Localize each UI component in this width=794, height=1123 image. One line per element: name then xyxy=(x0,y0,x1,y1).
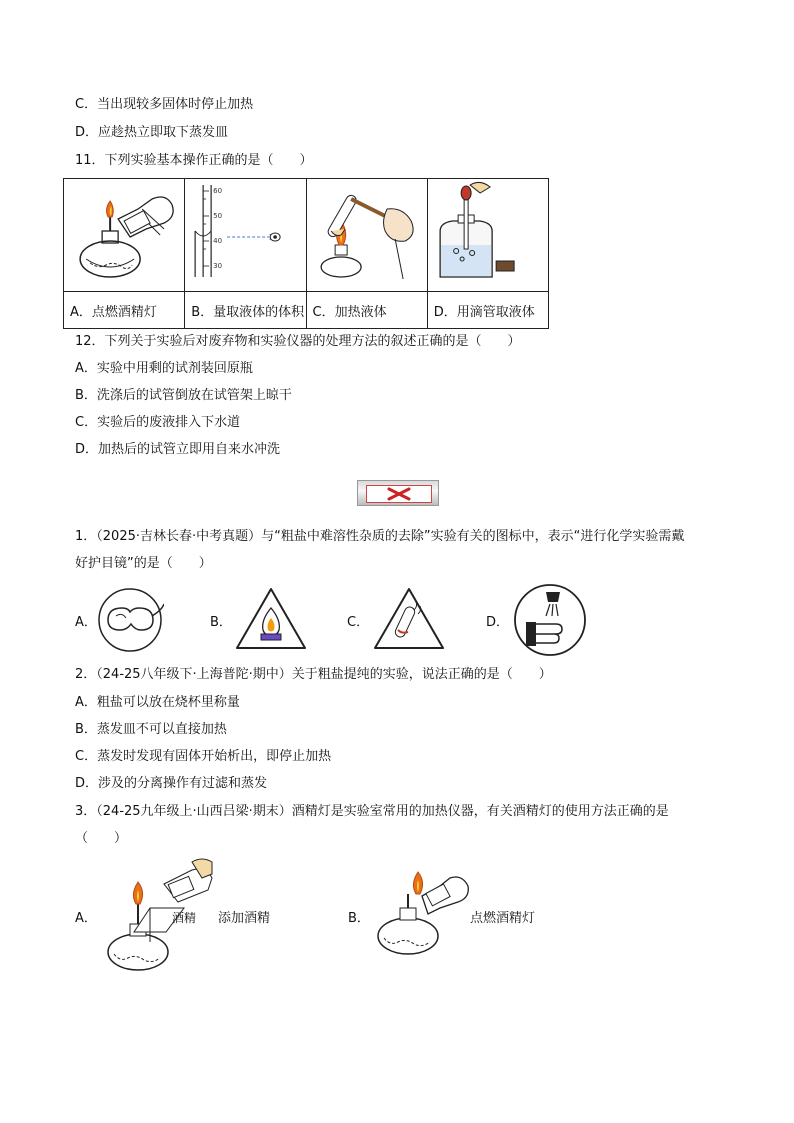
q11-caption-a: A．点燃酒精灯 xyxy=(64,292,185,329)
add-alcohol-icon xyxy=(94,852,214,974)
p1-option-b-label: B． xyxy=(210,615,232,630)
flame-heating-icon xyxy=(234,586,308,652)
q12-option-c: C．实验后的废液排入下水道 xyxy=(75,415,241,430)
q10-option-c: C．当出现较多固体时停止加热 xyxy=(75,97,254,112)
scale-50: 50 xyxy=(213,212,223,220)
q11-caption-c: C．加热液体 xyxy=(306,292,427,329)
close-x-icon xyxy=(367,486,431,502)
dropper-bottle-icon xyxy=(428,179,548,291)
q11-options-table xyxy=(63,178,549,329)
p1-option-c-label: C． xyxy=(347,615,370,630)
scale-60: 60 xyxy=(213,187,223,195)
p1-stem-line1: 1．（2025·吉林长春·中考真题）与“粗盐中难溶性杂质的去除”实验有关的图标中，表示“进行化学实验需戴 xyxy=(75,529,685,544)
test-tube-heating-icon xyxy=(307,179,427,291)
q10-option-d: D．应趁热立即取下蒸发皿 xyxy=(75,125,229,140)
p1-option-d-label: D． xyxy=(486,615,510,630)
p3-stem-line1: 3．（24-25九年级上·山西吕梁·期末）酒精灯是实验室常用的加热仪器，有关酒精灯的使用方法正确的是 xyxy=(75,804,669,819)
q12-stem: 12．下列关于实验后对废弃物和实验仪器的处理方法的叙述正确的是（ ） xyxy=(75,334,521,349)
scale-40: 40 xyxy=(213,237,223,245)
scale-30: 30 xyxy=(213,262,223,270)
p3-option-a-label: A． xyxy=(75,911,97,926)
p2-stem: 2．（24-25八年级下·上海普陀·期中）关于粗盐提纯的实验，说法正确的是（ ） xyxy=(75,667,552,682)
p3-option-b-label: B． xyxy=(348,911,370,926)
graduated-cylinder-icon xyxy=(185,179,305,291)
q11-caption-d: D．用滴管取液体 xyxy=(427,292,548,329)
q11-cell-d-image xyxy=(427,179,548,292)
wash-hands-icon xyxy=(512,582,588,658)
p2-option-d: D．涉及的分离操作有过滤和蒸发 xyxy=(75,776,268,791)
alcohol-lamp-lighting-icon xyxy=(64,179,184,291)
q11-cell-a-image xyxy=(64,179,185,292)
p1-option-a-label: A． xyxy=(75,615,97,630)
q11-cell-c-image xyxy=(306,179,427,292)
no-hot-touch-icon xyxy=(372,586,446,652)
p2-option-a: A．粗盐可以放在烧杯里称量 xyxy=(75,695,240,710)
goggles-icon xyxy=(96,586,164,654)
q11-stem: 11．下列实验基本操作正确的是（ ） xyxy=(75,153,313,168)
q12-option-d: D．加热后的试管立即用自来水冲洗 xyxy=(75,442,281,457)
p3-option-a-caption: 添加酒精 xyxy=(218,911,271,926)
p3-option-b-caption: 点燃酒精灯 xyxy=(470,911,536,926)
q11-cell-b-image xyxy=(185,179,306,292)
q12-option-a: A．实验中用剩的试剂装回原瓶 xyxy=(75,361,253,376)
light-alcohol-lamp-icon xyxy=(372,866,472,966)
alcohol-bottle-text: 酒精 xyxy=(172,911,197,925)
p1-stem-line2: 好护目镜”的是（ ） xyxy=(75,556,212,571)
p2-option-b: B．蒸发皿不可以直接加热 xyxy=(75,722,227,737)
p2-option-c: C．蒸发时发现有固体开始析出，即停止加热 xyxy=(75,749,332,764)
q12-option-b: B．洗涤后的试管倒放在试管架上晾干 xyxy=(75,388,292,403)
q11-caption-b: B．量取液体的体积 xyxy=(185,292,306,329)
section-divider xyxy=(357,480,439,506)
p3-stem-line2: （ ） xyxy=(75,831,128,846)
